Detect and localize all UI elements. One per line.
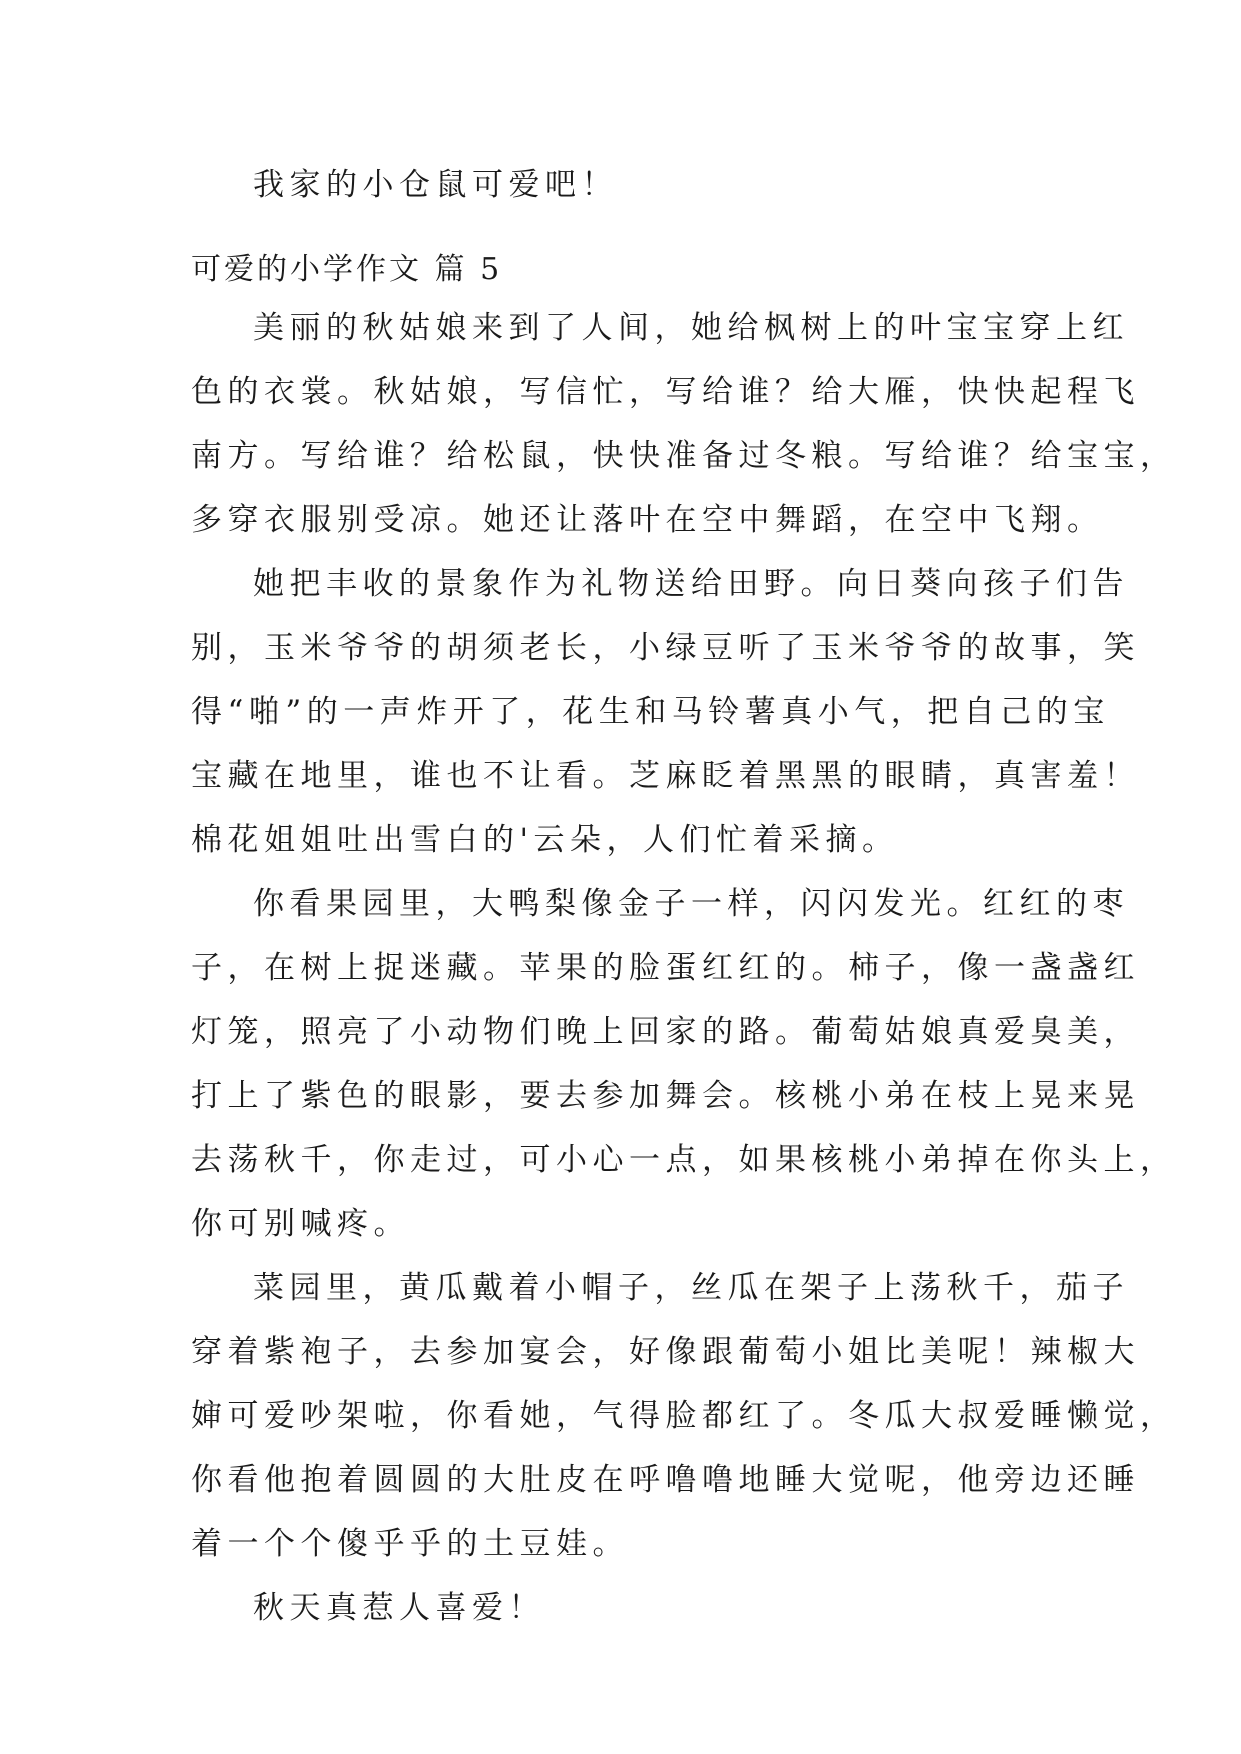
essay-body — [191, 296, 1177, 1640]
paragraph-line: 婶可爱吵架啦，你看她，气得脸都红了。冬瓜大叔爱睡懒觉， — [191, 1398, 1177, 1434]
previous-essay-closing — [191, 153, 1059, 217]
paragraph-5 — [191, 1576, 1059, 1640]
paragraph-line: 你看果园里，大鸭梨像金子一样，闪闪发光。红红的枣 — [253, 886, 1129, 922]
paragraph-line: 你可别喊疼。 — [191, 1206, 410, 1242]
paragraph-line: 得“啪”的一声炸开了，花生和马铃薯真小气，把自己的宝 — [191, 694, 1110, 730]
paragraph-3 — [191, 872, 1177, 1256]
paragraph-line: 美丽的秋姑娘来到了人间，她给枫树上的叶宝宝穿上红 — [253, 310, 1129, 346]
paragraph-line: 子，在树上捉迷藏。苹果的脸蛋红红的。柿子，像一盏盏红 — [191, 950, 1140, 986]
paragraph-line: 色的衣裳。秋姑娘，写信忙，写给谁？给大雁，快快起程飞 — [191, 374, 1140, 410]
paragraph-line: 南方。写给谁？给松鼠，快快准备过冬粮。写给谁？给宝宝， — [191, 438, 1177, 474]
paragraph-line: 别，玉米爷爷的胡须老长，小绿豆听了玉米爷爷的故事，笑 — [191, 630, 1140, 666]
paragraph-4 — [191, 1256, 1177, 1576]
essay-heading — [191, 238, 1059, 302]
closing-line: 我家的小仓鼠可爱吧！ — [253, 167, 618, 203]
paragraph-line: 宝藏在地里，谁也不让看。芝麻眨着黑黑的眼睛，真害羞！ — [191, 758, 1140, 794]
paragraph-line: 棉花姐姐吐出雪白的'云朵，人们忙着采摘。 — [191, 822, 899, 858]
paragraph-line: 秋天真惹人喜爱！ — [253, 1590, 545, 1626]
paragraph-line: 打上了紫色的眼影，要去参加舞会。核桃小弟在枝上晃来晃 — [191, 1078, 1140, 1114]
paragraph-line: 穿着紫袍子，去参加宴会，好像跟葡萄小姐比美呢！辣椒大 — [191, 1334, 1140, 1370]
paragraph-line: 灯笼，照亮了小动物们晚上回家的路。葡萄姑娘真爱臭美， — [191, 1014, 1140, 1050]
essay-title: 可爱的小学作文 篇 5 — [191, 252, 503, 287]
paragraph-line: 菜园里，黄瓜戴着小帽子，丝瓜在架子上荡秋千，茄子 — [253, 1270, 1129, 1306]
paragraph-line: 去荡秋千，你走过，可小心一点，如果核桃小弟掉在你头上， — [191, 1142, 1177, 1178]
paragraph-line: 多穿衣服别受凉。她还让落叶在空中舞蹈，在空中飞翔。 — [191, 502, 1104, 538]
paragraph-1 — [191, 296, 1177, 552]
paragraph-line: 你看他抱着圆圆的大肚皮在呼噜噜地睡大觉呢，他旁边还睡 — [191, 1462, 1140, 1498]
paragraph-2 — [191, 552, 1140, 872]
paragraph-line: 她把丰收的景象作为礼物送给田野。向日葵向孩子们告 — [253, 566, 1129, 602]
paragraph-line: 着一个个傻乎乎的土豆娃。 — [191, 1526, 629, 1562]
